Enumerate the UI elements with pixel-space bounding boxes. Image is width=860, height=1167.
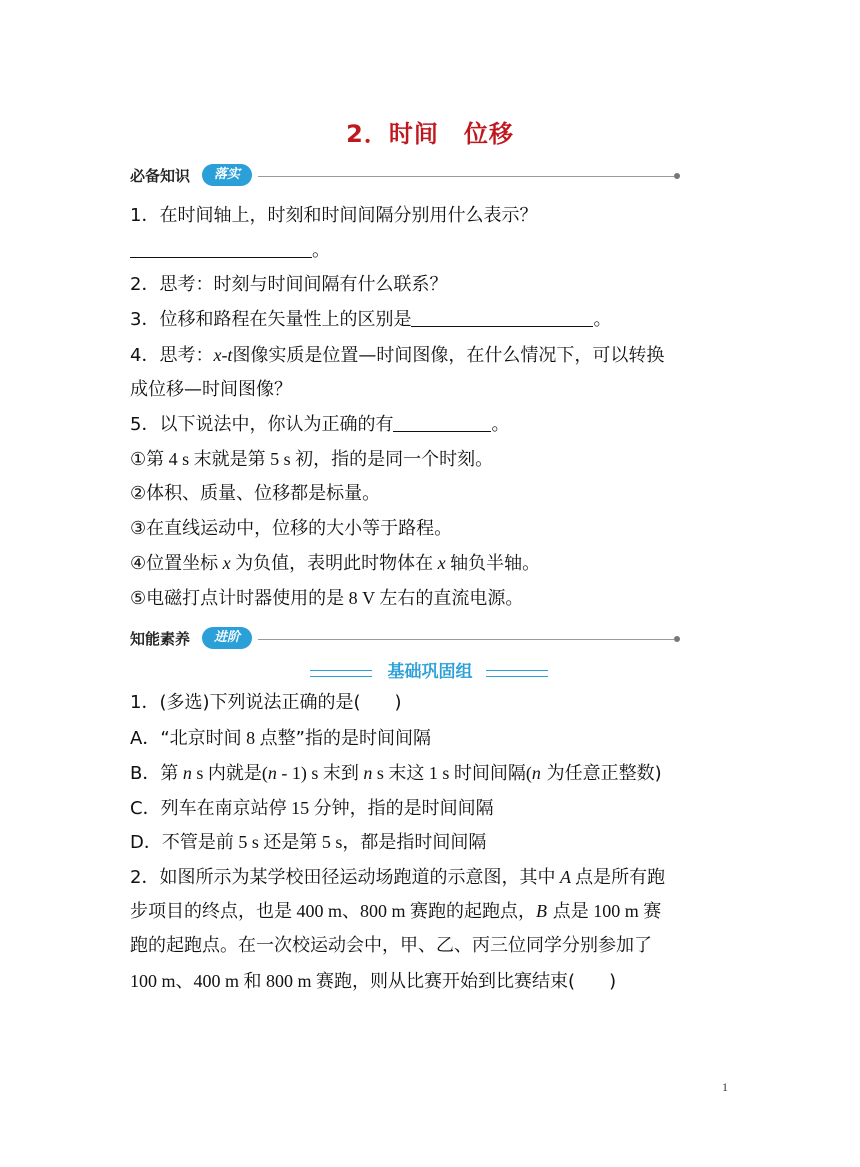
section-badge: 落实	[202, 164, 252, 186]
text: 和	[243, 971, 262, 992]
statement-5	[130, 585, 523, 612]
question-text: 1．在时间轴上，时刻和时间间隔分别用什么表示？	[130, 205, 538, 226]
punctuation: )	[609, 971, 617, 992]
number: 800 m	[360, 901, 411, 921]
text: ④位置坐标	[130, 553, 219, 574]
statement-4	[130, 550, 540, 577]
variable: B	[536, 901, 548, 921]
variable: x-t	[213, 345, 233, 365]
punctuation: 。	[312, 240, 330, 261]
group-bar-right	[486, 670, 548, 677]
question-text: 3．位移和路程在矢量性上的区别是	[130, 309, 412, 330]
text: 赛跑，则从比赛开始到比赛结束(	[316, 971, 576, 992]
question-4-cont: 成位移—时间图像？	[130, 379, 292, 400]
answer-blank	[393, 413, 491, 432]
text: 赛跑的起跑点，	[410, 901, 537, 922]
text: 赛	[643, 901, 662, 922]
text: A．“北京时间	[130, 728, 242, 749]
number: 100 m	[588, 901, 644, 921]
text: 为负值，表明此时物体在	[235, 553, 434, 574]
question-1	[130, 203, 537, 229]
question-text: 5．以下说法中，你认为正确的有	[130, 414, 394, 435]
question-3	[130, 307, 611, 333]
variable: n	[531, 763, 541, 783]
punctuation: )	[394, 692, 402, 713]
text: 点是	[547, 901, 589, 922]
number: 800 m	[261, 971, 317, 991]
text: s 内就是(	[196, 763, 268, 783]
section-header-competency	[130, 626, 680, 652]
option-d	[130, 829, 486, 856]
text: 、	[342, 901, 361, 922]
text: 步项目的终点，也是	[130, 901, 292, 922]
text: 末就是第	[193, 449, 266, 470]
number: 100 m	[130, 971, 176, 991]
option-b	[130, 760, 662, 787]
variable: n	[178, 763, 197, 783]
statement-2: ②体积、质量、位移都是标量。	[130, 483, 381, 504]
number: 400 m	[292, 901, 343, 921]
text: ①第	[130, 449, 165, 470]
problem-2-line-2	[130, 898, 661, 925]
punctuation: 。	[593, 309, 612, 330]
number: 8 V	[344, 588, 380, 608]
section-label: 知能素养	[130, 630, 191, 648]
variable: x	[433, 553, 451, 573]
divider-end-dot	[674, 173, 680, 179]
text: 为任意正整数)	[540, 763, 662, 784]
problem-2-line-4	[130, 968, 616, 995]
text: C．列车在南京站停	[130, 798, 287, 819]
text: D．不管是前	[130, 832, 234, 853]
variable: n	[363, 763, 373, 783]
question-4	[130, 342, 664, 369]
problem-2-line-1	[130, 864, 665, 891]
problem-1	[130, 690, 402, 716]
section-divider	[258, 639, 674, 640]
group-header	[0, 661, 860, 683]
question-text: 4．思考：	[130, 345, 214, 366]
text: 点整”指的是时间间隔	[259, 728, 431, 749]
section-divider	[258, 176, 674, 177]
statement-3: ③在直线运动中，位移的大小等于路程。	[130, 518, 453, 539]
answer-line-1	[130, 238, 330, 264]
text: 点是所有跑	[575, 867, 666, 888]
statement-1	[130, 446, 493, 473]
question-2: 2．思考：时刻与时间间隔有什么联系？	[130, 274, 448, 295]
page-number: 1	[722, 1080, 728, 1094]
answer-blank	[411, 308, 593, 327]
option-a	[130, 725, 431, 752]
number: 4 s	[164, 449, 194, 469]
text: - 1) s 末到	[276, 763, 364, 783]
group-label: 基础巩固组	[387, 662, 473, 682]
text: B．第	[130, 763, 179, 784]
variable: n	[267, 763, 277, 783]
option-c	[130, 795, 494, 822]
text: ，都是指时间间隔	[342, 832, 487, 853]
punctuation: 。	[491, 414, 510, 435]
text: 左右的直流电源。	[379, 588, 524, 609]
number: 8	[241, 728, 260, 748]
question-5	[130, 412, 509, 438]
answer-blank	[130, 239, 312, 258]
variable: A	[555, 867, 576, 887]
page-title: 2．时间 位移	[346, 120, 514, 148]
divider-end-dot	[674, 636, 680, 642]
text: ⑤电磁打点计时器使用的是	[130, 588, 345, 609]
text: 轴负半轴。	[450, 553, 541, 574]
number: 400 m	[193, 971, 244, 991]
text: 分钟，指的是时间间隔	[313, 798, 494, 819]
variable: x	[218, 553, 236, 573]
text: 初，指的是同一个时刻。	[295, 449, 494, 470]
text: 还是第	[263, 832, 318, 853]
section-label: 必备知识	[130, 167, 191, 185]
problem-text: 1．(多选)下列说法正确的是(	[130, 692, 361, 713]
text: s 末这 1 s 时间间隔(	[372, 763, 532, 783]
question-text: 图像实质是位置—时间图像，在什么情况下，可以转换	[232, 345, 665, 366]
number: 5 s	[317, 832, 343, 852]
number: 5 s	[265, 449, 296, 469]
text: 2．如图所示为某学校田径运动场跑道的示意图，其中	[130, 867, 556, 888]
section-header-essential-knowledge	[130, 163, 680, 189]
problem-2-line-3: 跑的起跑点。在一次校运动会中，甲、乙、丙三位同学分别参加了	[130, 935, 652, 956]
text: 、	[175, 971, 194, 992]
number: 15	[286, 798, 314, 818]
number: 5 s	[233, 832, 264, 852]
section-badge: 进阶	[202, 627, 252, 649]
